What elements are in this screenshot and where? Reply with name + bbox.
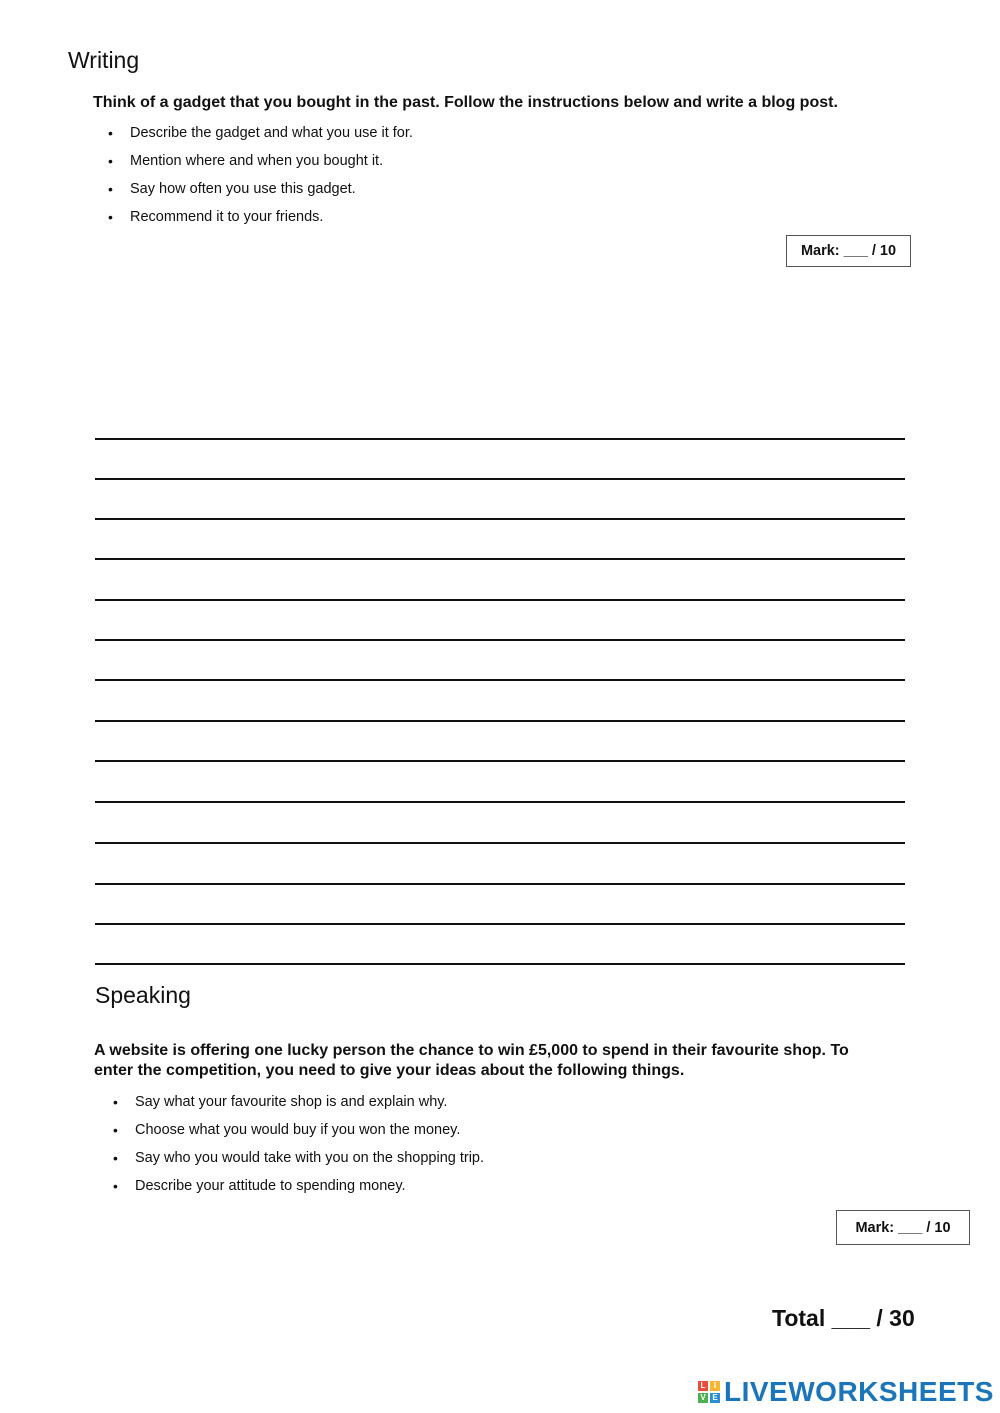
answer-line[interactable] [95,842,905,844]
liveworksheets-logo [698,1376,994,1408]
writing-prompt: Think of a gadget that you bought in the past. Follow the instructions below and write a blog post. [93,94,838,111]
bullet-icon: • [113,1122,118,1138]
bullet-icon: • [108,181,113,197]
list-item [113,1092,835,1120]
bullet-text: Say what your favourite shop is and explain why. [135,1094,448,1110]
bullet-text: Describe your attitude to spending money. [135,1178,406,1194]
bullet-icon: • [113,1150,118,1166]
speaking-prompt-line-2: enter the competition, you need to give your ideas about the following things. [94,1062,685,1079]
list-item [108,207,830,235]
answer-line[interactable] [95,599,905,601]
list-item [113,1120,835,1148]
writing-mark-label: Mark: ___ / 10 [800,243,897,259]
answer-line[interactable] [95,438,905,440]
speaking-title: Speaking [95,982,191,1008]
writing-title: Writing [68,47,140,73]
answer-line[interactable] [95,679,905,681]
bullet-text: Recommend it to your friends. [130,209,324,225]
bullet-text: Say who you would take with you on the shopping trip. [135,1150,485,1166]
list-item [113,1176,835,1204]
bullet-icon: • [108,153,113,169]
bullet-icon: • [113,1178,118,1194]
answer-line[interactable] [95,558,905,560]
logo-mark-icon: L I V E [698,1381,720,1403]
bullet-text: Choose what you would buy if you won the money. [135,1122,461,1138]
list-item [108,123,830,151]
bullet-text: Describe the gadget and what you use it for. [130,125,413,141]
answer-line[interactable] [95,963,905,965]
total-score: Total ___ / 30 [772,1305,915,1331]
bullet-icon: • [108,209,113,225]
writing-mark-box[interactable] [786,235,911,267]
bullet-icon: • [113,1094,118,1110]
speaking-mark-label: Mark: ___ / 10 [855,1219,951,1236]
logo-text: LIVEWORKSHEETS [724,1376,994,1407]
answer-line[interactable] [95,760,905,762]
writing-bullet-list [108,123,830,235]
bullet-icon: • [108,125,113,141]
answer-line[interactable] [95,801,905,803]
answer-line[interactable] [95,720,905,722]
speaking-prompt [94,1041,974,1081]
speaking-mark-box[interactable] [836,1210,970,1245]
answer-line[interactable] [95,478,905,480]
answer-line[interactable] [95,518,905,520]
list-item [108,151,830,179]
speaking-bullet-list [113,1092,835,1204]
answer-line[interactable] [95,639,905,641]
speaking-prompt-line-1: A website is offering one lucky person the chance to win £5,000 to spend in their favourite shop. To [94,1042,849,1059]
answer-line[interactable] [95,883,905,885]
bullet-text: Mention where and when you bought it. [130,153,384,169]
bullet-text: Say how often you use this gadget. [130,181,356,197]
answer-line[interactable] [95,923,905,925]
list-item [108,179,830,207]
list-item [113,1148,835,1176]
